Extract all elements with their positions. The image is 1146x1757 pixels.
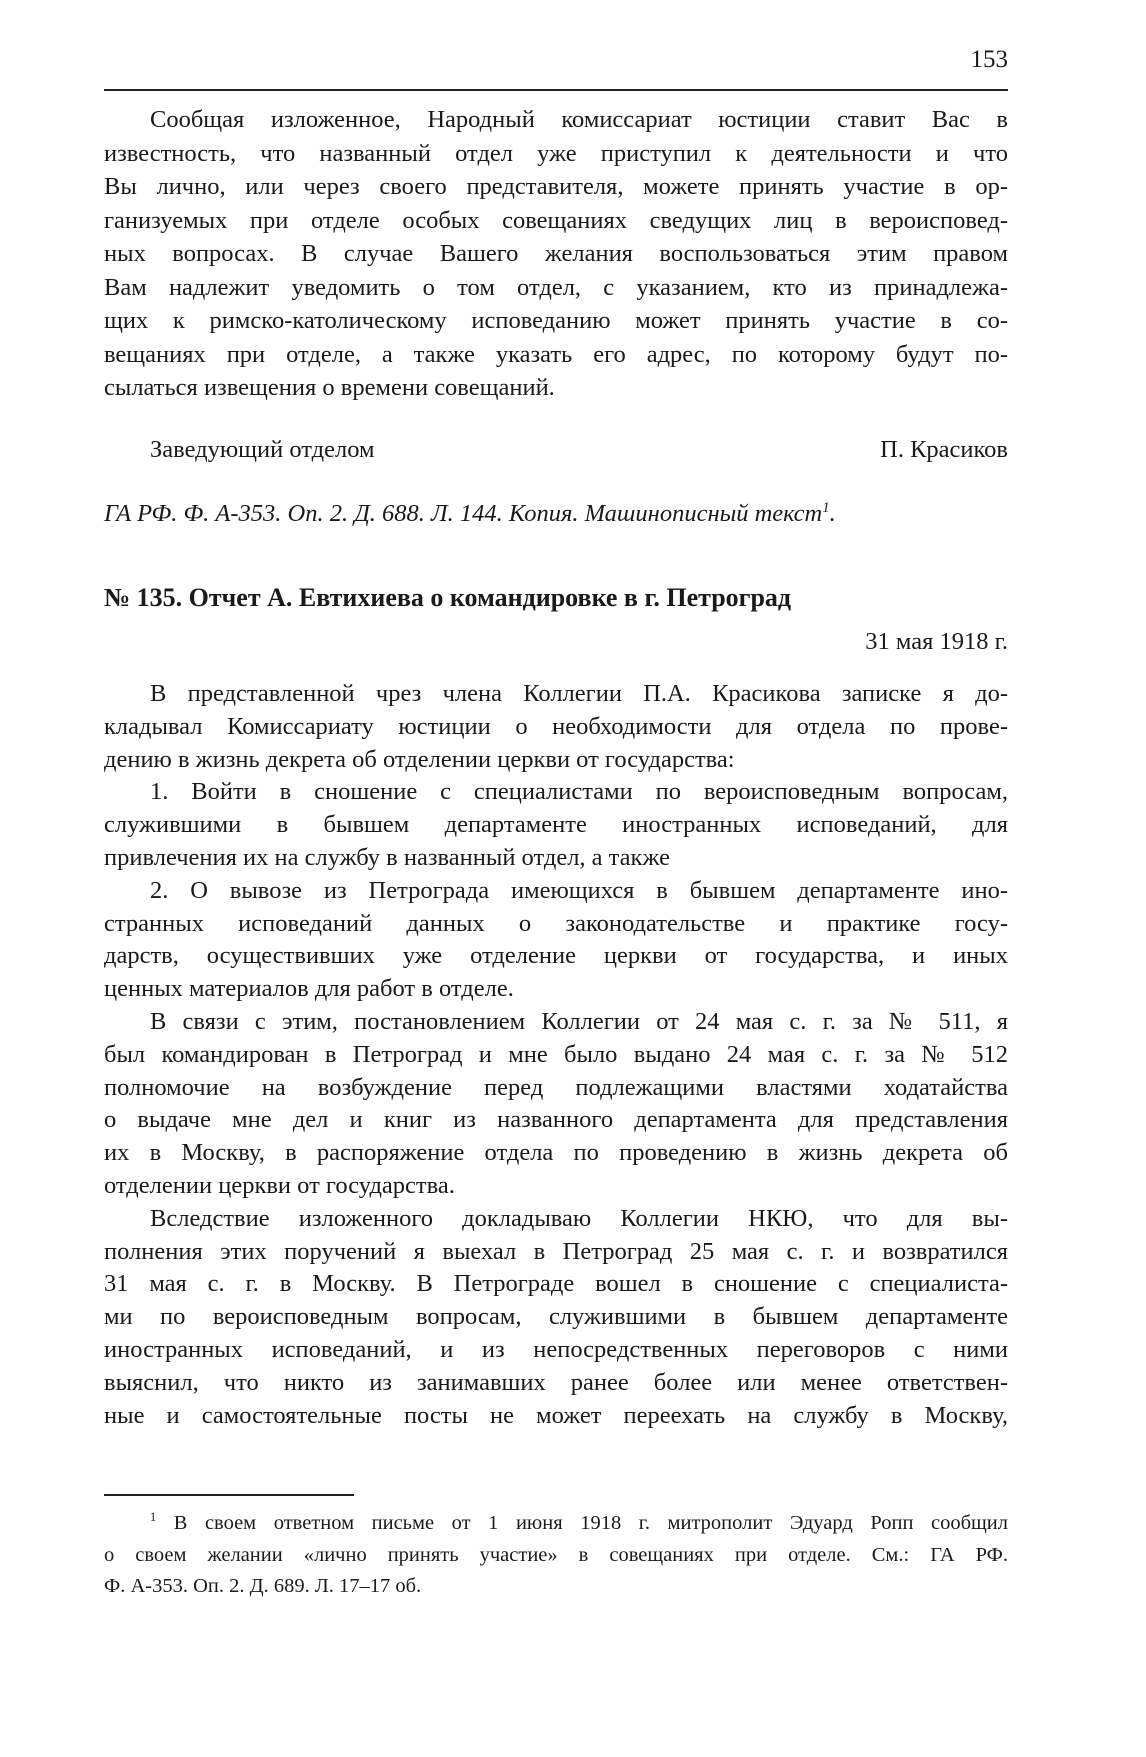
document-date: 31 мая 1918 г.	[865, 628, 1008, 655]
signature-position: Заведующий отделом	[150, 436, 375, 463]
text-line: дению в жизнь декрета об отделении церкви от государства:	[104, 745, 735, 773]
text-line: ми по вероисповедным вопросам, служившими в бывшем департаменте	[104, 1303, 1008, 1331]
text-line: привлечения их на службу в названный отдел, а также	[104, 843, 670, 871]
text-line: иностранных исповеданий, и из непосредственных переговоров с ними	[104, 1335, 1008, 1363]
text-line: дарств, осуществивших уже отделение церкви от государства, и иных	[104, 942, 1008, 970]
text-line: щих к римско-католическому исповеданию может принять участие в со-	[104, 307, 1008, 334]
signature-block	[150, 436, 1008, 464]
text-line: 31 мая с. г. в Москву. В Петрограде вошел в сношение с специалиста-	[104, 1270, 1008, 1298]
text-line: кладывал Комиссариату юстиции о необходимости для отдела по прове-	[104, 712, 1008, 740]
footnote	[104, 1508, 1008, 1603]
text-line: Вам надлежит уведомить о том отдел, с указанием, кто из принадлежа-	[104, 273, 1008, 301]
text-line: сылаться извещения о времени совещаний.	[104, 374, 555, 401]
text-line: вещаниях при отделе, а также указать его адрес, по которому будут по-	[104, 340, 1008, 368]
footnote-line: о своем желании «лично принять участие» в совещаниях при отделе. См.: ГА РФ.	[104, 1543, 1008, 1566]
footnote-line	[104, 1508, 1008, 1540]
text-line: ных вопросах. В случае Вашего желания воспользоваться этим правом	[104, 240, 1008, 267]
text-line: о выдаче мне дел и книг из названного департамента для представления	[104, 1106, 1008, 1134]
text-line: странных исповеданий данных о законодательстве и практике госу-	[104, 909, 1008, 937]
text-line: ценных материалов для работ в отделе.	[104, 975, 514, 1003]
letter-body	[104, 103, 1008, 405]
text-line: полномочие на возбуждение перед подлежащими властями ходатайства	[104, 1073, 1008, 1101]
text-line: их в Москву, в распоряжение отдела по проведению в жизнь декрета об	[104, 1139, 1008, 1167]
text-line: 1. Войти в сношение с специалистами по вероисповедным вопросам,	[150, 778, 1008, 806]
footnote-rule	[104, 1494, 354, 1496]
footnote-text: В своем ответном письме от 1 июня 1918 г. митрополит Эдуард Ропп сообщил	[173, 1512, 1008, 1534]
source-end: .	[829, 500, 836, 527]
text-line: известность, что названный отдел уже приступил к деятельности и что	[104, 139, 1008, 167]
footnote-ref[interactable]: 1	[822, 499, 830, 516]
text-line: В представленной чрез члена Коллегии П.А. Красикова записке я до-	[150, 680, 1008, 707]
text-line: был командирован в Петроград и мне было выдано 24 мая с. г. за № 512	[104, 1040, 1008, 1068]
document-heading: № 135. Отчет А. Евтихиева о командировке в г. Петроград	[104, 583, 792, 612]
text-line: В связи с этим, постановлением Коллегии от 24 мая с. г. за № 511, я	[150, 1007, 1008, 1035]
text-line: полнения этих поручений я выехал в Петроград 25 мая с. г. и возвратился	[104, 1237, 1008, 1265]
report-body	[104, 678, 1008, 1432]
text-line: Вы лично, или через своего представителя, можете принять участие в ор-	[104, 173, 1008, 200]
footnote-line: Ф. А-353. Оп. 2. Д. 689. Л. 17–17 об.	[104, 1575, 422, 1597]
footnote-marker: 1	[150, 1510, 157, 1525]
text-line: отделении церкви от государства.	[104, 1171, 455, 1199]
archival-source	[104, 500, 836, 528]
source-text: ГА РФ. Ф. А-353. Оп. 2. Д. 688. Л. 144. Копия. Машинописный текст	[104, 500, 823, 527]
page-number: 153	[970, 46, 1008, 73]
text-line: 2. О вывозе из Петрограда имеющихся в бывшем департаменте ино-	[150, 876, 1008, 904]
signature-name: П. Красиков	[880, 436, 1008, 463]
text-line: ные и самостоятельные посты не может переехать на службу в Москву,	[104, 1401, 1008, 1429]
header-rule	[104, 89, 1008, 91]
text-line: Сообщая изложенное, Народный комиссариат юстиции ставит Вас в	[150, 106, 1008, 133]
text-line: ганизуемых при отделе особых совещаниях сведущих лиц в вероисповед-	[104, 206, 1008, 234]
text-line: выяснил, что никто из занимавших ранее более или менее ответствен-	[104, 1368, 1008, 1396]
text-line: Вследствие изложенного докладываю Коллегии НКЮ, что для вы-	[150, 1204, 1008, 1232]
text-line: служившими в бывшем департаменте иностранных исповеданий, для	[104, 811, 1008, 839]
